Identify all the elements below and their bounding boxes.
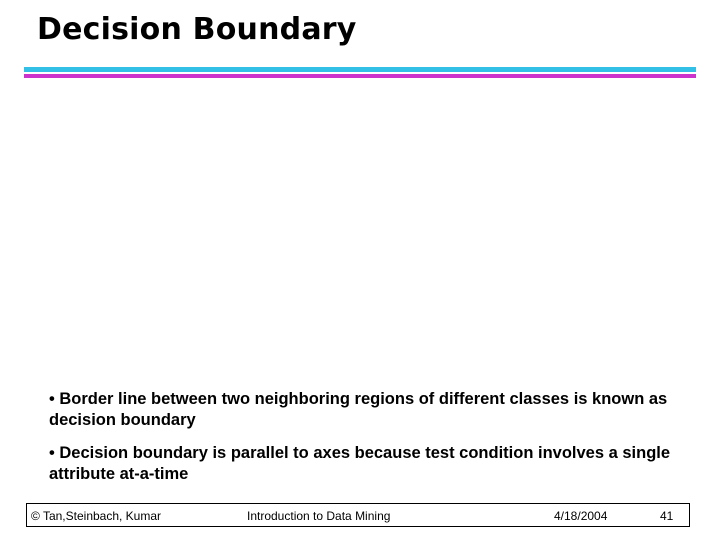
footer-date: 4/18/2004 (554, 509, 608, 523)
slide-title: Decision Boundary (37, 12, 357, 47)
slide-footer (26, 503, 690, 527)
footer-page-number: 41 (660, 509, 674, 523)
bullet-list (49, 389, 689, 497)
footer-course-title: Introduction to Data Mining (247, 509, 391, 523)
bullet-item: • Decision boundary is parallel to axes because test condition involves a single attribute at-a-time (49, 444, 671, 483)
bullet-item: • Border line between two neighboring regions of different classes is known as decision boundary (49, 390, 668, 429)
title-underline-cyan (24, 67, 696, 72)
footer-copyright: © Tan,Steinbach, Kumar (31, 509, 162, 523)
title-underline-magenta (24, 74, 696, 78)
